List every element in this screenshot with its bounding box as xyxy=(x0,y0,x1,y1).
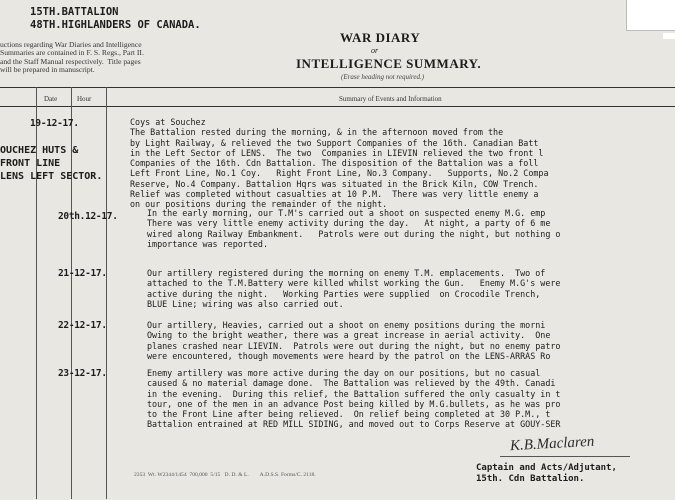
entry-date: 20th.12-17. xyxy=(58,211,118,222)
rank-line-2: 15th. Cdn Battalion. xyxy=(476,474,585,484)
table-header-rule xyxy=(0,106,675,107)
unit-line-1: 15TH.BATTALION xyxy=(30,6,119,18)
title-war-diary: WAR DIARY xyxy=(340,30,421,45)
entry-text: In the early morning, our T.M's carried out a shoot on suspected enemy M.G. emp There was very little enemy activity during the day. At night, a party of 6 me wired along Railway Embankment. Patrols were out during the night, but nothing o importance was reported. xyxy=(147,208,561,249)
table-top-rule xyxy=(0,87,675,88)
signature-line xyxy=(500,456,630,457)
instructions-block xyxy=(0,41,144,75)
column-header-hour: Hour xyxy=(77,95,92,103)
title-intelligence-summary: INTELLIGENCE SUMMARY. xyxy=(296,56,482,71)
entry-date: 22-12-17. xyxy=(58,320,107,331)
title-note: (Erase heading not required.) xyxy=(341,73,425,81)
signature: K.B.Maclaren xyxy=(509,433,595,455)
entry-date: 23-12-17. xyxy=(58,368,107,379)
corner-tab-small xyxy=(663,33,675,39)
entry-text: Our artillery, Heavies, carried out a shoot on enemy positions during the morni Owing to the bright weather, there was a great increase in aerial activity. One planes crashed near LIEVIN. Patrols were out during the night, but no enemy patro were encountered, though movements were heard by the patrol on the LENS-ARRAS Ro xyxy=(147,320,561,361)
rank-line-1: Captain and Acts/Adjutant, xyxy=(476,463,617,473)
entry-text: Our artillery registered during the morning on enemy T.M. emplacements. Two of attached to the T.M.Battery were killed whilst working the Gun. Enemy M.G's were active during the night. Working Parties were supplied on Crocodile Trench, BLUE Line; wiring was also carried out. xyxy=(147,268,561,309)
corner-tab xyxy=(626,0,675,31)
entry-date: 21-12-17. xyxy=(58,268,107,279)
title-or: or xyxy=(371,46,379,55)
column-header-date: Date xyxy=(44,95,58,103)
printer-imprint: 2353 Wt. W2344/1454 700,000 5/15 D. D. & L. A.D.S.S. Forms/C. 2118. xyxy=(134,472,316,478)
instructions-line-3: and the Staff Manual respectively. Title pages xyxy=(0,56,141,66)
entry-text: Enemy artillery was more active during the day on our positions, but no casual caused & no material damage done. The Battalion was relieved by the 49th. Canadi in the evening. During this relief, the Battalion suffered the only casualty in t tour, one of the men in an advance Post being killed by M.G.bullets, as he was pro to the Front Line after being relieved. On relief being completed at 30 P.M., t Battalion entrained at RED MILL SIDING, and moved out to Corps Reserve at GOUY-SER xyxy=(147,368,561,430)
instructions-line-4: will be prepared in manuscript. xyxy=(0,65,95,75)
unit-header xyxy=(30,6,201,32)
column-header-summary: Summary of Events and Information xyxy=(339,95,442,103)
instructions-line-1: uctions regarding War Diaries and Intelligence xyxy=(0,40,142,49)
unit-line-2: 48TH.HIGHLANDERS OF CANADA. xyxy=(30,19,201,31)
place-text: OUCHEZ HUTS & FRONT LINE LENS LEFT SECTOR. xyxy=(0,145,103,182)
entry-date: 19-12-17. xyxy=(30,118,79,129)
column-divider-hour xyxy=(106,87,107,499)
instructions-line-2: Summaries are contained in F. S. Regs., Part II. xyxy=(0,48,144,58)
signature-rank xyxy=(476,463,617,485)
entry-text: Coys at Souchez The Battalion rested during the morning, & in the afternoon moved from the by Light Railway, & relieved the two Support Companies of the 16th. Canadian Batt in the Left Sector of LENS. The two Companies in LIEVIN relieved the two front l Companies of the 16th. Cdn Battalion. The disposition of the Battalion was a foll Left Front Line, No.1 Coy. Right Front Line, No.3 Company. Supports, No.2 Compa Reserve, No.4 Company. Battalion Hqrs was situated in the Brick Kiln, COW Trench. Relief was completed without casualties at 10 P.M. There was very little enemy a on our positions during the remainder of the night. xyxy=(130,117,549,210)
